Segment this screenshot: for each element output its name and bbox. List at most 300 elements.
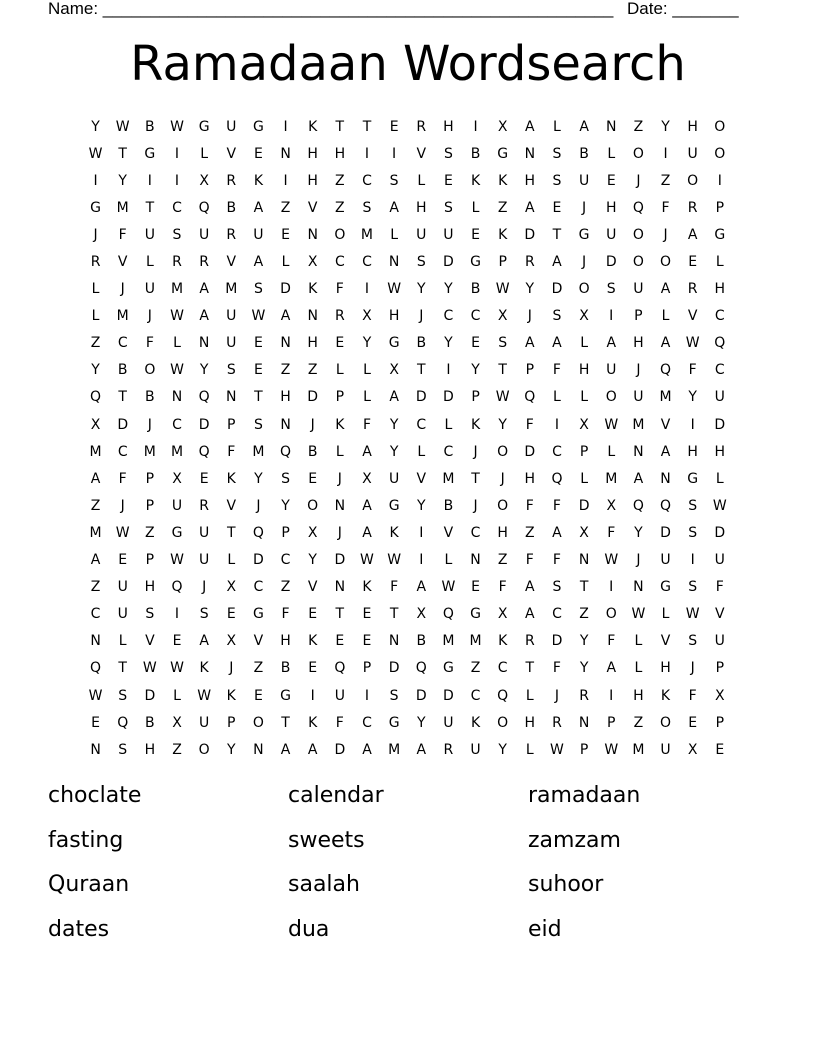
- grid-letter: D: [415, 389, 427, 406]
- grid-row: [82, 601, 734, 628]
- word-list-item: calendar: [288, 783, 384, 808]
- grid-row: [82, 465, 734, 492]
- grid-letter: I: [473, 118, 478, 135]
- grid-letter: X: [579, 524, 589, 541]
- grid-letter: K: [199, 660, 209, 677]
- grid-letter: J: [337, 524, 342, 541]
- grid-letter: H: [388, 308, 400, 325]
- grid-letter: K: [660, 687, 671, 704]
- grid-row: [82, 357, 734, 384]
- grid-letter: M: [605, 470, 618, 487]
- grid-letter: O: [307, 497, 319, 514]
- grid-letter: N: [334, 579, 346, 596]
- grid-letter: Z: [525, 524, 535, 541]
- grid-letter: L: [634, 633, 643, 650]
- grid-letter: F: [525, 552, 534, 569]
- grid-row: [82, 736, 734, 763]
- grid-letter: S: [389, 172, 399, 189]
- grid-letter: Y: [471, 362, 480, 379]
- grid-letter: F: [227, 443, 236, 460]
- grid-row: [82, 330, 734, 357]
- grid-letter: C: [362, 714, 372, 731]
- grid-letter: F: [661, 199, 670, 216]
- grid-letter: I: [554, 416, 560, 433]
- grid-letter: X: [362, 308, 372, 325]
- grid-letter: N: [524, 145, 536, 162]
- grid-letter: U: [443, 226, 454, 243]
- grid-letter: G: [497, 145, 509, 162]
- grid-letter: F: [145, 335, 154, 352]
- grid-letter: W: [360, 552, 374, 569]
- grid-letter: L: [91, 308, 100, 325]
- grid-letter: W: [495, 389, 510, 406]
- grid-letter: L: [363, 362, 371, 379]
- grid-letter: C: [90, 606, 101, 623]
- grid-letter: D: [307, 389, 319, 406]
- grid-letter: M: [360, 226, 374, 243]
- grid-letter: O: [497, 443, 509, 460]
- grid-letter: A: [362, 524, 372, 541]
- grid-letter: N: [171, 389, 183, 406]
- grid-letter: S: [416, 254, 426, 271]
- grid-letter: L: [525, 741, 534, 758]
- grid-letter: T: [525, 660, 535, 677]
- grid-letter: Q: [660, 362, 672, 379]
- grid-letter: T: [552, 226, 562, 243]
- grid-letter: Y: [688, 389, 697, 406]
- grid-letter: J: [500, 470, 505, 487]
- grid-letter: A: [579, 118, 589, 135]
- grid-letter: B: [470, 281, 481, 298]
- grid-letter: Q: [334, 660, 346, 677]
- grid-letter: U: [199, 714, 210, 731]
- grid-letter: U: [117, 579, 128, 596]
- grid-letter: V: [307, 579, 318, 596]
- grid-letter: X: [226, 633, 237, 650]
- grid-letter: M: [632, 416, 645, 433]
- grid-letter: I: [690, 552, 695, 569]
- grid-letter: R: [443, 741, 454, 758]
- grid-letter: H: [605, 199, 617, 216]
- grid-letter: X: [579, 308, 589, 325]
- grid-letter: D: [117, 416, 129, 433]
- grid-letter: Z: [90, 579, 101, 596]
- grid-letter: Y: [634, 524, 643, 541]
- grid-letter: P: [145, 552, 155, 569]
- grid-letter: Q: [198, 199, 210, 216]
- grid-letter: J: [120, 281, 125, 298]
- grid-letter: W: [170, 308, 184, 325]
- grid-letter: P: [145, 497, 155, 514]
- grid-letter: Q: [171, 579, 183, 596]
- grid-row: [82, 574, 734, 601]
- grid-letter: N: [280, 335, 291, 352]
- grid-letter: Y: [579, 660, 589, 677]
- grid-letter: I: [310, 687, 315, 704]
- grid-letter: O: [497, 714, 509, 731]
- grid-letter: K: [498, 172, 508, 189]
- grid-letter: X: [715, 687, 725, 704]
- grid-letter: A: [552, 254, 562, 271]
- word-list-item: dates: [48, 916, 110, 942]
- grid-letter: M: [116, 308, 129, 325]
- grid-letter: B: [307, 443, 318, 460]
- grid-letter: S: [253, 416, 263, 433]
- grid-letter: D: [334, 741, 346, 758]
- grid-letter: J: [473, 497, 478, 514]
- grid-letter: K: [470, 714, 481, 731]
- grid-letter: E: [281, 226, 290, 243]
- grid-letter: U: [334, 687, 345, 704]
- grid-letter: H: [524, 172, 536, 189]
- grid-letter: F: [498, 579, 507, 596]
- grid-letter: O: [605, 389, 617, 406]
- grid-letter: B: [470, 145, 481, 162]
- grid-letter: J: [554, 687, 560, 704]
- grid-letter: L: [580, 335, 588, 352]
- grid-letter: W: [142, 660, 157, 677]
- grid-letter: W: [170, 362, 184, 379]
- grid-letter: P: [715, 714, 725, 731]
- word-list-item: dua: [288, 916, 330, 942]
- grid-letter: I: [364, 145, 370, 162]
- grid-letter: T: [335, 118, 345, 135]
- grid-letter: S: [118, 741, 128, 758]
- grid-letter: U: [714, 389, 725, 406]
- grid-row: [82, 194, 734, 221]
- grid-letter: U: [606, 226, 617, 243]
- grid-letter: L: [661, 308, 670, 325]
- grid-letter: Q: [442, 606, 454, 623]
- grid-letter: V: [715, 606, 725, 623]
- grid-letter: W: [685, 606, 700, 623]
- grid-letter: T: [254, 389, 263, 406]
- grid-letter: A: [307, 741, 318, 758]
- grid-letter: L: [390, 226, 399, 243]
- grid-letter: C: [552, 606, 562, 623]
- grid-letter: C: [172, 416, 182, 433]
- grid-letter: W: [115, 118, 130, 135]
- grid-letter: A: [199, 308, 209, 325]
- grid-letter: P: [335, 389, 345, 406]
- grid-letter: J: [473, 443, 478, 460]
- grid-letter: A: [525, 579, 535, 596]
- grid-letter: F: [281, 606, 290, 623]
- grid-letter: E: [335, 633, 345, 650]
- grid-letter: R: [687, 199, 698, 216]
- grid-letter: E: [471, 579, 480, 596]
- grid-letter: F: [552, 497, 561, 514]
- grid-letter: L: [173, 335, 181, 352]
- grid-letter: Z: [335, 172, 345, 189]
- grid-letter: S: [688, 524, 698, 541]
- grid-letter: I: [690, 416, 695, 433]
- grid-letter: W: [550, 741, 564, 758]
- grid-letter: P: [525, 362, 535, 379]
- grid-letter: L: [634, 660, 643, 677]
- grid-letter: Z: [307, 362, 318, 379]
- grid-letter: V: [253, 633, 264, 650]
- grid-letter: N: [578, 714, 590, 731]
- grid-letter: P: [607, 714, 616, 731]
- grid-letter: E: [118, 552, 128, 569]
- word-list-item: saalah: [288, 872, 360, 897]
- grid-letter: Z: [579, 606, 589, 623]
- grid-letter: A: [90, 552, 101, 569]
- grid-letter: T: [281, 714, 290, 731]
- grid-letter: N: [226, 389, 237, 406]
- grid-letter: A: [416, 579, 427, 596]
- grid-letter: I: [283, 172, 288, 189]
- grid-letter: G: [171, 524, 183, 541]
- grid-letter: L: [335, 443, 344, 460]
- grid-letter: F: [335, 714, 344, 731]
- grid-letter: O: [687, 172, 699, 189]
- grid-letter: U: [606, 362, 617, 379]
- page-title: Ramadaan Wordsearch: [130, 36, 686, 92]
- grid-letter: L: [444, 552, 453, 569]
- grid-letter: L: [471, 199, 480, 216]
- grid-letter: G: [144, 145, 156, 162]
- grid-letter: H: [443, 118, 454, 135]
- grid-letter: W: [495, 281, 510, 298]
- grid-letter: U: [687, 145, 698, 162]
- grid-letter: B: [145, 714, 155, 731]
- grid-letter: C: [714, 362, 725, 379]
- grid-letter: P: [634, 308, 643, 325]
- grid-letter: B: [145, 118, 155, 135]
- grid-letter: C: [334, 254, 345, 271]
- grid-letter: A: [90, 470, 101, 487]
- grid-letter: D: [605, 254, 617, 271]
- grid-letter: T: [118, 389, 127, 406]
- grid-letter: I: [609, 579, 614, 596]
- grid-letter: Q: [714, 335, 726, 352]
- grid-letter: V: [145, 633, 155, 650]
- grid-row: [82, 547, 734, 574]
- grid-letter: R: [687, 281, 698, 298]
- letter-grid: [82, 113, 734, 763]
- grid-row: [82, 655, 734, 682]
- grid-row: [82, 303, 734, 330]
- grid-letter: Z: [660, 172, 671, 189]
- grid-letter: X: [172, 470, 182, 487]
- grid-letter: A: [199, 633, 209, 650]
- grid-letter: J: [419, 308, 424, 325]
- grid-letter: C: [497, 660, 508, 677]
- grid-letter: H: [280, 389, 291, 406]
- grid-letter: Q: [198, 443, 210, 460]
- grid-letter: M: [659, 389, 672, 406]
- grid-letter: K: [470, 416, 481, 433]
- grid-row: [82, 438, 734, 465]
- grid-letter: P: [145, 470, 155, 487]
- grid-letter: S: [552, 579, 562, 596]
- grid-letter: S: [118, 687, 128, 704]
- grid-letter: J: [310, 416, 315, 433]
- grid-letter: M: [442, 633, 455, 650]
- grid-letter: F: [525, 416, 534, 433]
- grid-letter: O: [252, 714, 264, 731]
- grid-letter: U: [443, 714, 454, 731]
- grid-letter: G: [578, 226, 590, 243]
- grid-letter: U: [199, 226, 210, 243]
- grid-letter: S: [552, 172, 562, 189]
- grid-letter: O: [632, 226, 644, 243]
- grid-letter: X: [90, 416, 101, 433]
- grid-letter: F: [607, 524, 616, 541]
- grid-letter: Y: [444, 335, 453, 352]
- grid-letter: V: [687, 308, 698, 325]
- grid-letter: I: [174, 606, 180, 623]
- grid-letter: N: [307, 308, 318, 325]
- grid-letter: C: [470, 687, 481, 704]
- grid-letter: Y: [91, 118, 100, 135]
- grid-letter: A: [660, 335, 671, 352]
- grid-letter: L: [200, 145, 209, 162]
- grid-letter: E: [362, 606, 372, 623]
- grid-letter: C: [714, 308, 725, 325]
- grid-letter: U: [388, 470, 400, 487]
- grid-letter: U: [714, 552, 725, 569]
- grid-letter: N: [90, 741, 101, 758]
- grid-letter: L: [715, 470, 724, 487]
- grid-letter: A: [389, 199, 399, 216]
- grid-letter: E: [253, 687, 263, 704]
- grid-letter: R: [524, 633, 535, 650]
- grid-letter: Z: [633, 714, 644, 731]
- grid-letter: J: [636, 362, 641, 379]
- grid-letter: W: [604, 552, 619, 569]
- grid-letter: Y: [579, 633, 589, 650]
- grid-letter: O: [605, 606, 617, 623]
- grid-letter: F: [390, 579, 399, 596]
- grid-letter: W: [685, 335, 700, 352]
- grid-letter: C: [172, 199, 182, 216]
- grid-letter: G: [388, 335, 400, 352]
- grid-letter: Y: [362, 335, 372, 352]
- grid-letter: A: [525, 118, 535, 135]
- grid-letter: I: [446, 362, 451, 379]
- grid-letter: E: [308, 660, 318, 677]
- grid-letter: X: [307, 524, 318, 541]
- grid-letter: S: [443, 199, 453, 216]
- grid-letter: M: [442, 470, 455, 487]
- grid-letter: R: [416, 118, 427, 135]
- grid-letter: A: [660, 443, 671, 460]
- grid-letter: B: [117, 362, 128, 379]
- grid-letter: E: [308, 470, 318, 487]
- grid-letter: X: [497, 606, 508, 623]
- grid-letter: J: [582, 199, 587, 216]
- grid-letter: H: [633, 687, 644, 704]
- grid-row: [82, 113, 734, 140]
- grid-letter: D: [660, 524, 671, 541]
- grid-letter: L: [227, 552, 236, 569]
- grid-letter: H: [280, 633, 291, 650]
- grid-letter: F: [525, 497, 534, 514]
- grid-letter: M: [89, 524, 102, 541]
- grid-letter: Y: [389, 416, 399, 433]
- grid-letter: Y: [525, 281, 535, 298]
- grid-letter: B: [579, 145, 589, 162]
- grid-letter: W: [604, 416, 619, 433]
- grid-letter: T: [579, 579, 589, 596]
- grid-letter: Z: [280, 579, 291, 596]
- grid-letter: U: [416, 226, 427, 243]
- grid-letter: I: [392, 145, 397, 162]
- grid-letter: A: [253, 199, 264, 216]
- grid-letter: I: [419, 552, 424, 569]
- grid-letter: Y: [118, 172, 127, 189]
- grid-letter: E: [443, 172, 453, 189]
- grid-letter: H: [144, 579, 156, 596]
- grid-letter: W: [170, 118, 184, 135]
- grid-letter: W: [631, 606, 646, 623]
- grid-letter: Y: [226, 741, 236, 758]
- grid-letter: P: [227, 416, 236, 433]
- grid-letter: U: [633, 389, 644, 406]
- grid-letter: X: [579, 416, 589, 433]
- grid-letter: M: [170, 443, 184, 460]
- grid-letter: E: [389, 118, 399, 135]
- grid-letter: B: [145, 389, 155, 406]
- grid-letter: Z: [470, 660, 481, 677]
- grid-letter: F: [118, 470, 127, 487]
- grid-row: [82, 384, 734, 411]
- grid-letter: E: [688, 254, 698, 271]
- grid-letter: X: [226, 579, 237, 596]
- grid-row: [82, 221, 734, 248]
- grid-letter: D: [443, 389, 454, 406]
- grid-letter: Z: [253, 660, 264, 677]
- grid-letter: A: [389, 389, 399, 406]
- grid-letter: H: [633, 335, 644, 352]
- grid-letter: L: [118, 633, 127, 650]
- grid-letter: L: [417, 172, 426, 189]
- grid-letter: E: [715, 741, 725, 758]
- grid-letter: H: [524, 470, 536, 487]
- grid-letter: L: [607, 145, 616, 162]
- grid-letter: U: [660, 552, 671, 569]
- grid-letter: S: [362, 199, 372, 216]
- grid-letter: I: [609, 308, 614, 325]
- grid-letter: H: [307, 335, 318, 352]
- grid-letter: E: [199, 470, 209, 487]
- grid-letter: G: [660, 579, 671, 596]
- grid-letter: Q: [90, 660, 102, 677]
- grid-letter: V: [443, 524, 454, 541]
- grid-letter: E: [308, 606, 318, 623]
- grid-letter: S: [688, 497, 698, 514]
- grid-letter: W: [197, 687, 212, 704]
- grid-letter: E: [172, 633, 182, 650]
- grid-row: [82, 140, 734, 167]
- grid-letter: U: [171, 497, 183, 514]
- grid-letter: B: [416, 633, 427, 650]
- grid-letter: H: [415, 199, 427, 216]
- grid-letter: D: [443, 254, 454, 271]
- grid-letter: S: [145, 606, 155, 623]
- grid-letter: J: [636, 552, 641, 569]
- grid-letter: D: [388, 660, 400, 677]
- word-list: [48, 778, 768, 956]
- grid-letter: X: [497, 308, 508, 325]
- grid-letter: L: [580, 470, 588, 487]
- grid-letter: W: [251, 308, 266, 325]
- grid-letter: K: [308, 281, 318, 298]
- grid-letter: R: [579, 687, 589, 704]
